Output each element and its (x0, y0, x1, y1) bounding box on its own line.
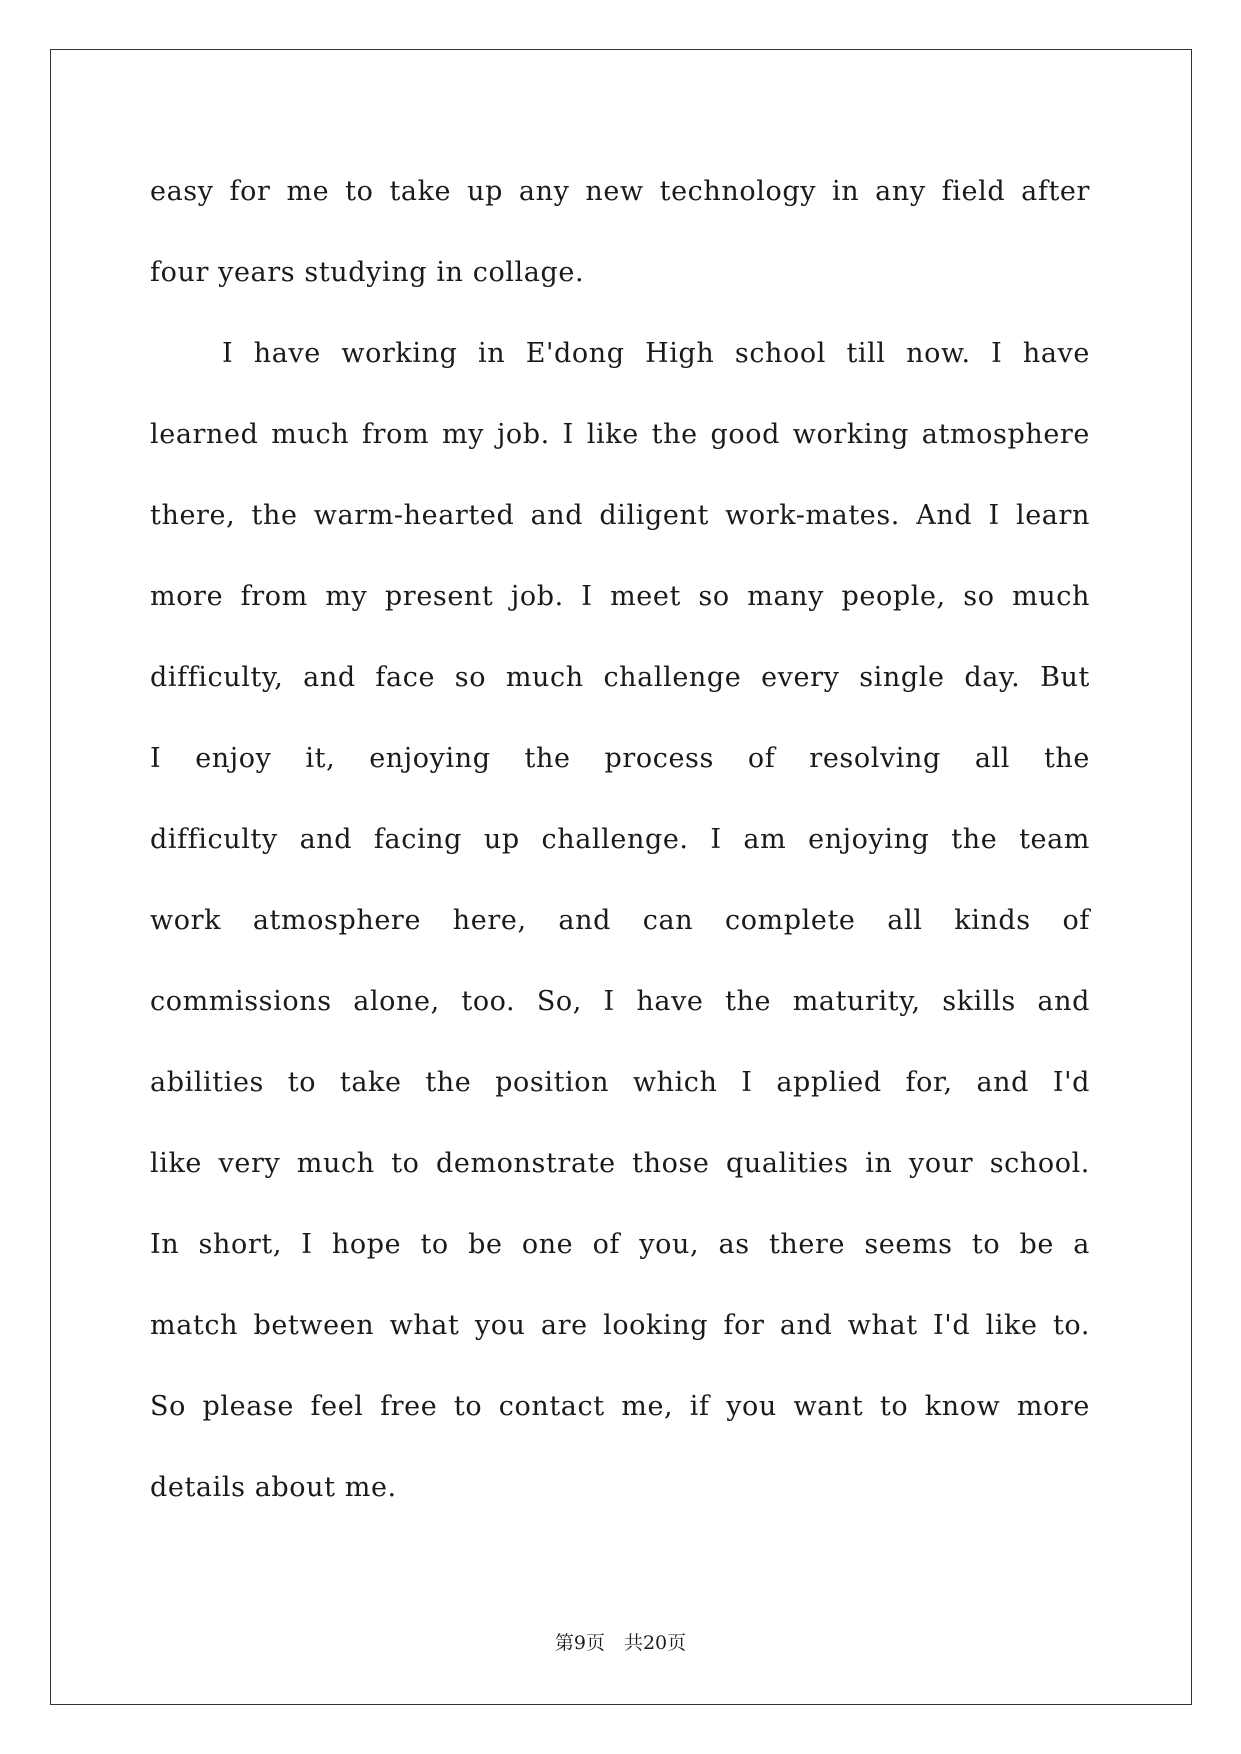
text-line: In short, I hope to be one of you, as there seems to be a (150, 1229, 1090, 1260)
page-border (50, 49, 1192, 1705)
text-line: like very much to demonstrate those qualities in your school. (150, 1148, 1090, 1179)
text-line: more from my present job. I meet so many people, so much (150, 581, 1090, 612)
text-line: difficulty, and face so much challenge every single day. But (150, 662, 1090, 693)
text-line: commissions alone, too. So, I have the maturity, skills and (150, 986, 1090, 1017)
text-line: difficulty and facing up challenge. I am enjoying the team (150, 824, 1090, 855)
text-line: work atmosphere here, and can complete all kinds of (150, 905, 1090, 936)
page-number: 第9页 共20页 (554, 1632, 687, 1654)
text-line: match between what you are looking for and what I'd like to. (150, 1310, 1090, 1341)
text-line: I enjoy it, enjoying the process of resolving all the (150, 743, 1090, 774)
text-line: learned much from my job. I like the good working atmosphere (150, 419, 1090, 450)
text-line: I have working in E'dong High school till now. I have (222, 338, 1090, 369)
text-line: details about me. (150, 1472, 397, 1503)
text-line: abilities to take the position which I applied for, and I'd (150, 1067, 1090, 1098)
text-line: So please feel free to contact me, if you want to know more (150, 1391, 1090, 1422)
text-line: four years studying in collage. (150, 257, 585, 288)
text-line: there, the warm-hearted and diligent work-mates. And I learn (150, 500, 1090, 531)
text-line: easy for me to take up any new technology in any field after (150, 176, 1090, 207)
